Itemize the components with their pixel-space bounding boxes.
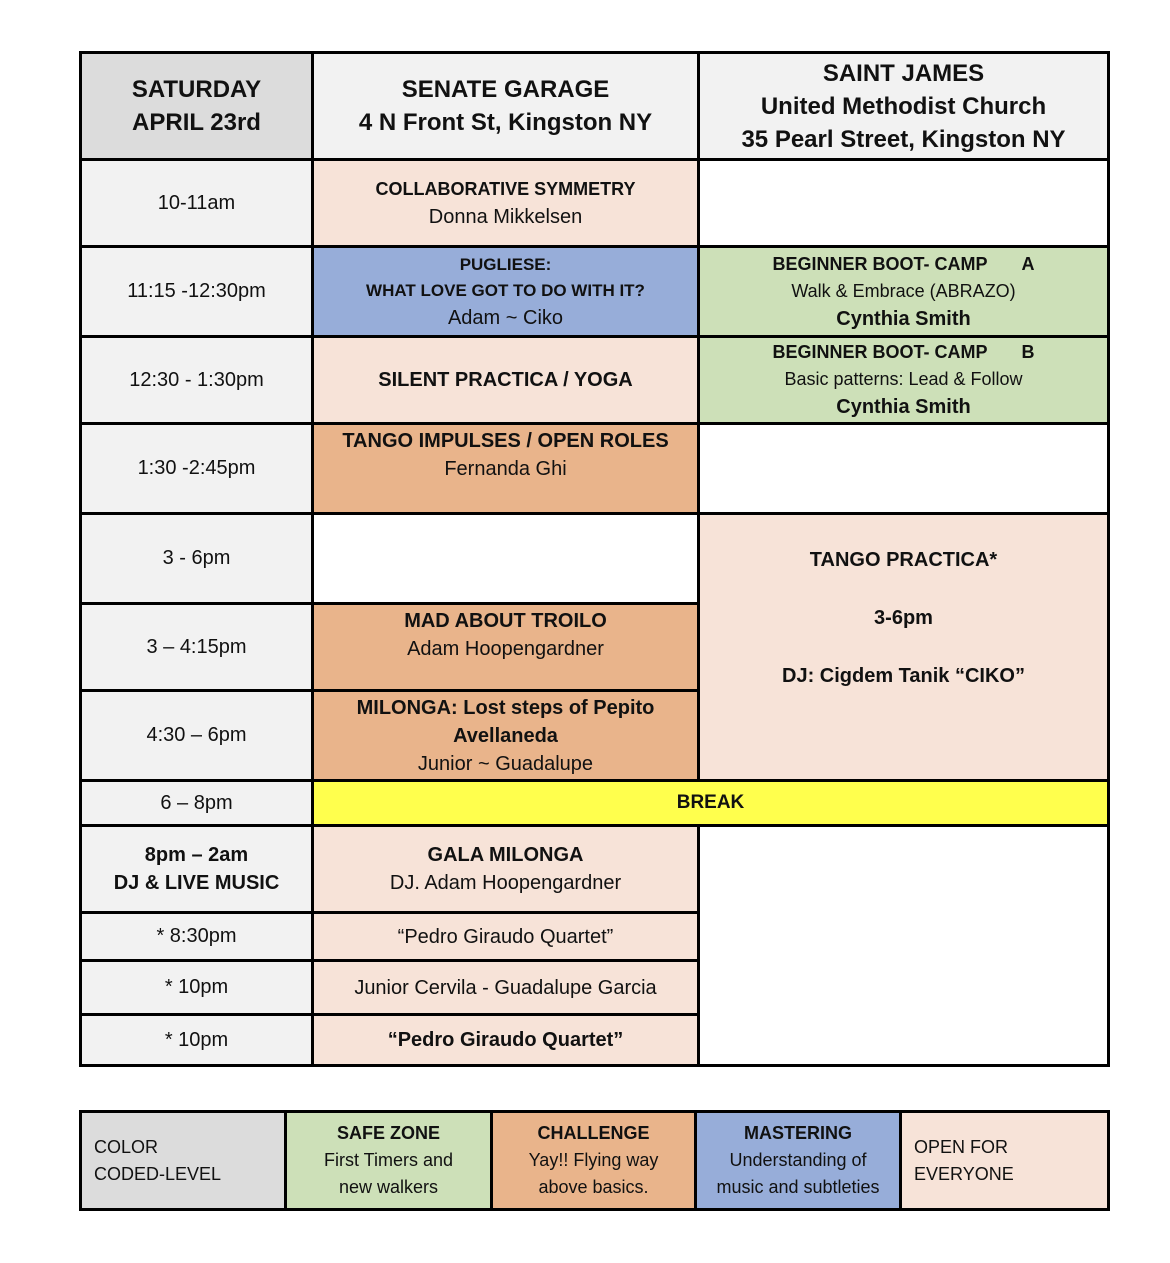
session-cell: TANGO PRACTICA* 3-6pm DJ: Cigdem Tanik “CIKO” [699,514,1109,781]
legend-row [81,1112,1109,1210]
time-cell: 10-11am [81,160,313,247]
session-cell: BEGINNER BOOT- CAMP B Basic patterns: Lead & Follow Cynthia Smith [699,337,1109,424]
session-cell: “Pedro Giraudo Quartet” [313,1015,699,1066]
time-cell: 8pm – 2am DJ & LIVE MUSIC [81,826,313,913]
time-cell: 3 – 4:15pm [81,604,313,691]
color-legend [79,1110,1110,1211]
session-cell: SILENT PRACTICA / YOGA [313,337,699,424]
session-cell: Junior Cervila - Guadalupe Garcia [313,961,699,1015]
legend-challenge: CHALLENGE Yay!! Flying way above basics. [492,1112,696,1210]
empty-cell [699,826,1109,1066]
empty-cell [699,424,1109,514]
venue-header-saint-james: SAINT JAMES United Methodist Church 35 Pearl Street, Kingston NY [699,53,1109,160]
schedule-row [81,337,1109,424]
schedule-row [81,514,1109,604]
break-cell: BREAK [313,781,1109,826]
time-cell: 12:30 - 1:30pm [81,337,313,424]
session-cell: PUGLIESE: WHAT LOVE GOT TO DO WITH IT? Adam ~ Ciko [313,247,699,337]
time-cell: 11:15 -12:30pm [81,247,313,337]
session-cell: MILONGA: Lost steps of Pepito Avellaneda Junior ~ Guadalupe [313,691,699,781]
session-cell: MAD ABOUT TROILO Adam Hoopengardner [313,604,699,691]
time-cell: 6 – 8pm [81,781,313,826]
header-row [81,53,1109,160]
time-cell: 1:30 -2:45pm [81,424,313,514]
empty-cell [313,514,699,604]
empty-cell [699,160,1109,247]
time-cell: * 10pm [81,1015,313,1066]
day-header: SATURDAY APRIL 23rd [81,53,313,160]
legend-label: COLOR CODED-LEVEL [81,1112,286,1210]
schedule-row [81,160,1109,247]
session-cell: BEGINNER BOOT- CAMP A Walk & Embrace (ABRAZO) Cynthia Smith [699,247,1109,337]
legend-mastering: MASTERING Understanding of music and subtleties [696,1112,901,1210]
session-cell: “Pedro Giraudo Quartet” [313,913,699,961]
schedule-row [81,781,1109,826]
session-cell: GALA MILONGA DJ. Adam Hoopengardner [313,826,699,913]
time-cell: 4:30 – 6pm [81,691,313,781]
session-cell: TANGO IMPULSES / OPEN ROLES Fernanda Ghi [313,424,699,514]
venue-header-senate-garage: SENATE GARAGE 4 N Front St, Kingston NY [313,53,699,160]
legend-safe-zone: SAFE ZONE First Timers and new walkers [286,1112,492,1210]
schedule-row [81,826,1109,913]
schedule-row [81,424,1109,514]
time-cell: 3 - 6pm [81,514,313,604]
legend-open-for-everyone: OPEN FOR EVERYONE [901,1112,1109,1210]
time-cell: * 10pm [81,961,313,1015]
session-cell: COLLABORATIVE SYMMETRY Donna Mikkelsen [313,160,699,247]
time-cell: * 8:30pm [81,913,313,961]
schedule-row [81,247,1109,337]
schedule-table [79,51,1110,1067]
